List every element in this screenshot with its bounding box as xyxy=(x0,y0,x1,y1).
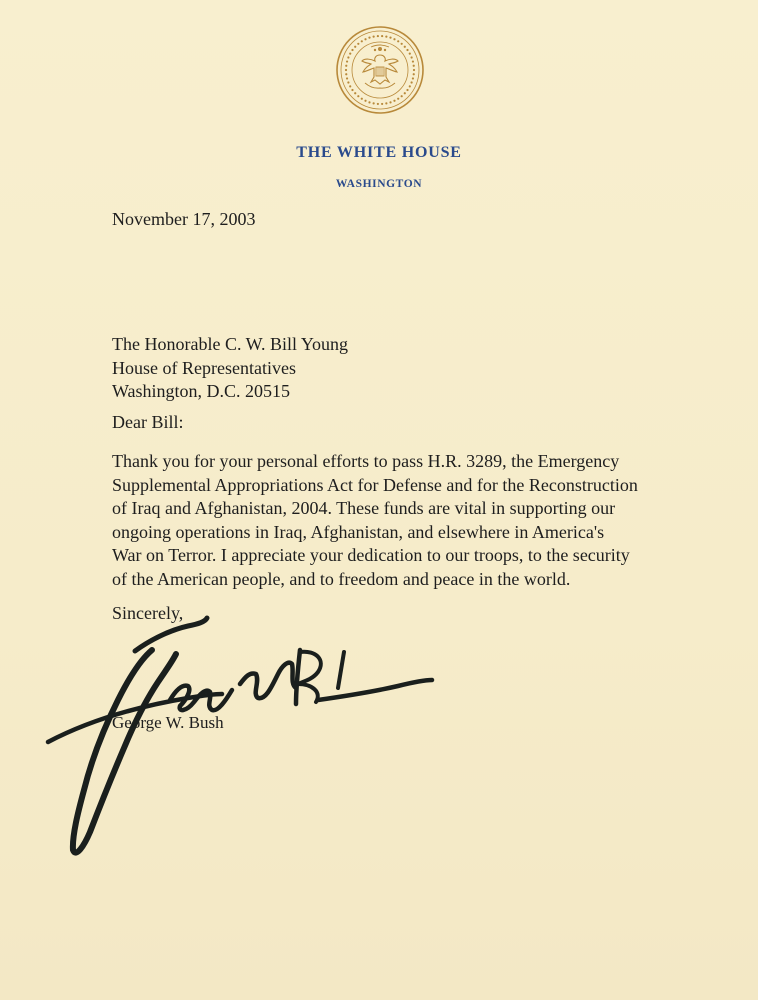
letterhead-title: THE WHITE HOUSE xyxy=(296,144,462,161)
recipient-line: House of Representatives xyxy=(112,357,296,378)
seal-star xyxy=(404,46,406,48)
seal-star xyxy=(346,60,348,62)
seal-star xyxy=(351,89,353,91)
seal-star xyxy=(406,89,408,91)
seal-star xyxy=(354,46,356,48)
seal-star xyxy=(368,101,370,103)
recipient-line: Washington, D.C. 20515 xyxy=(112,381,291,401)
seal-star xyxy=(381,35,383,37)
seal-star xyxy=(347,56,349,58)
body-line: War on Terror. I appreciate your dedication to our troops, to the security xyxy=(112,545,630,565)
seal-star xyxy=(401,43,403,45)
seal-star xyxy=(377,103,379,105)
seal-star xyxy=(364,100,366,102)
seal-star xyxy=(406,49,408,51)
body-line: of the American people, and to freedom and peace in the world. xyxy=(112,568,571,589)
seal-star xyxy=(361,40,363,42)
seal-star xyxy=(413,73,415,75)
seal-star xyxy=(345,69,347,71)
seal-star xyxy=(357,95,359,97)
presidential-seal-icon xyxy=(335,25,425,115)
seal-star xyxy=(409,53,411,55)
salutation: Dear Bill: xyxy=(112,412,184,432)
seal-star xyxy=(373,102,375,104)
recipient-line: The Honorable C. W. Bill Young xyxy=(112,334,349,354)
seal-star xyxy=(361,98,363,100)
body-line: Supplemental Appropriations Act for Defense and for the Reconstruction xyxy=(112,474,638,495)
seal-star xyxy=(389,101,391,103)
letter-date: November 17, 2003 xyxy=(112,209,256,229)
seal-star xyxy=(364,38,366,40)
seal-star xyxy=(409,85,411,87)
letterhead-subtitle: WASHINGTON xyxy=(335,178,423,190)
seal-star xyxy=(349,85,351,87)
seal-star xyxy=(346,77,348,79)
seal-star xyxy=(345,65,347,67)
seal-star xyxy=(411,81,413,83)
seal-star xyxy=(347,81,349,83)
seal-star xyxy=(351,49,353,51)
seal-star xyxy=(373,36,375,38)
body-line: Thank you for your personal efforts to pass H.R. 3289, the Emergency xyxy=(112,451,620,471)
seal-star xyxy=(345,73,347,75)
signer-name: George W. Bush xyxy=(112,713,224,732)
seal-star xyxy=(412,77,414,79)
seal-star xyxy=(411,56,413,58)
seal-star xyxy=(401,95,403,97)
body-line: of Iraq and Afghanistan, 2004. These funds are vital in supporting our xyxy=(112,498,616,518)
seal-star xyxy=(381,103,383,105)
seal-star xyxy=(413,69,415,71)
letter-body xyxy=(112,450,638,591)
seal-star xyxy=(404,92,406,94)
seal-star xyxy=(389,37,391,39)
seal-star xyxy=(357,43,359,45)
closing: Sincerely, xyxy=(112,603,184,623)
body-line: ongoing operations in Iraq, Afghanistan, and elsewhere in America's xyxy=(112,521,605,542)
seal-star xyxy=(412,60,414,62)
seal-star xyxy=(368,37,370,39)
seal-star xyxy=(354,92,356,94)
seal-star xyxy=(377,35,379,37)
seal-star xyxy=(385,36,387,38)
seal-star xyxy=(397,40,399,42)
seal-star xyxy=(393,100,395,102)
seal-star xyxy=(385,102,387,104)
seal-star xyxy=(349,53,351,55)
seal-star xyxy=(413,65,415,67)
seal-star xyxy=(393,38,395,40)
recipient-address xyxy=(112,333,348,404)
seal-star xyxy=(397,98,399,100)
